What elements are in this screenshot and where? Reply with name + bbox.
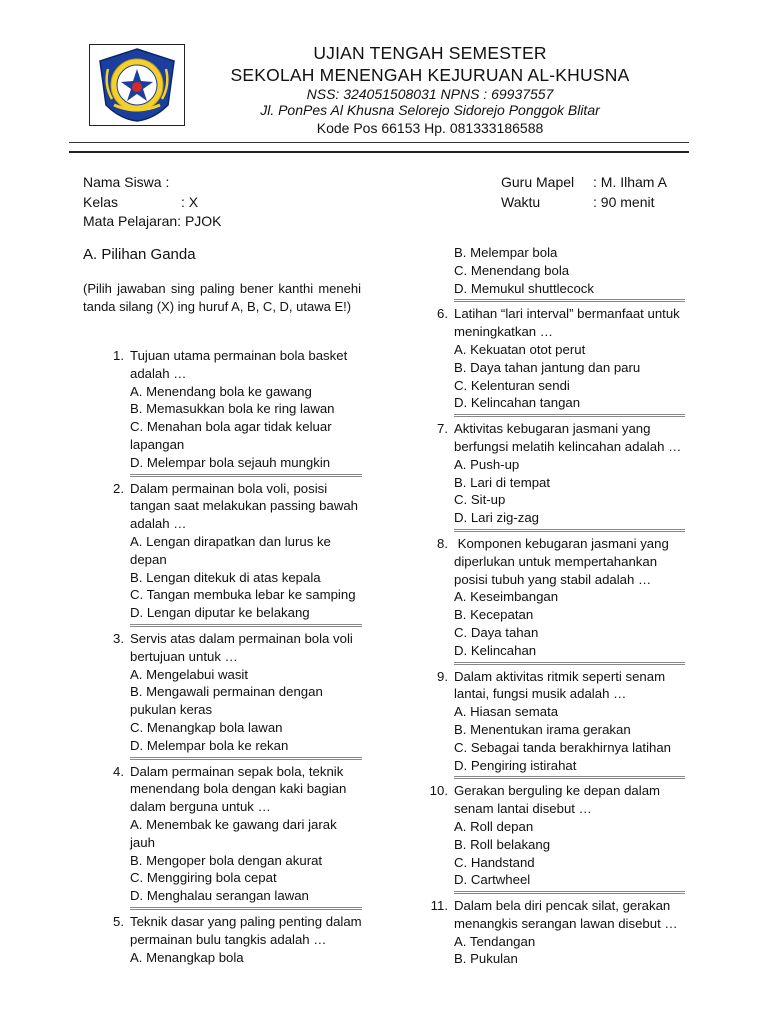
answer-option: D. Memukul shuttlecock <box>454 280 594 296</box>
info-nama-row <box>83 173 222 193</box>
question-text: Dalam permainan sepak bola, teknik menendang bola dengan kaki bagian dalam berguna untuk … <box>130 763 347 815</box>
answer-option: B. Lari di tempat <box>454 474 551 490</box>
answer-option: D. Kelincahan <box>454 642 537 658</box>
answer-option: B. Mengawali permainan dengan pukulan keras <box>130 684 323 718</box>
answer-option: A. Lengan dirapatkan dan lurus ke depan <box>130 533 331 567</box>
answer-option: C. Menggiring bola cepat <box>130 870 277 886</box>
question-number: 2. <box>113 480 124 496</box>
header-divider <box>69 142 689 143</box>
question-item <box>424 782 685 894</box>
question-separator <box>454 414 685 417</box>
school-address: Jl. PonPes Al Khusna Selorejo Sidorejo Ponggok Blitar <box>260 102 600 118</box>
question-item <box>100 347 362 477</box>
answer-option: D. Cartwheel <box>454 872 531 888</box>
answer-option: A. Mengelabui wasit <box>130 666 249 682</box>
question-item <box>100 913 362 966</box>
mapel-label: Mata Pelajaran: PJOK <box>83 213 222 229</box>
answer-option: A. Kekuatan otot perut <box>454 341 586 357</box>
answer-option: B. Daya tahan jantung dan paru <box>454 359 641 375</box>
answer-option: D. Kelincahan tangan <box>454 395 581 411</box>
questions-column-right <box>424 244 685 968</box>
answer-option: A. Menendang bola ke gawang <box>130 383 312 399</box>
question-separator <box>130 907 362 910</box>
question-separator <box>454 662 685 665</box>
question-text: Latihan “lari interval” bermanfaat untuk meningkatkan … <box>454 306 680 340</box>
guru-label: Guru Mapel <box>501 174 575 190</box>
answer-option: C. Handstand <box>454 854 535 870</box>
answer-option: D. Lari zig-zag <box>454 510 540 526</box>
question-number: 6. <box>437 306 448 322</box>
question-text: Komponen kebugaran jasmani yang diperlukan untuk mempertahankan posisi tubuh yang stabil adalah … <box>454 535 669 587</box>
answer-option: D. Melempar bola sejauh mungkin <box>130 454 331 470</box>
question-number: 1. <box>113 348 124 363</box>
answer-option: B. Mengoper bola dengan akurat <box>130 852 323 868</box>
info-waktu-row <box>501 193 667 213</box>
answer-option: D. Lengan diputar ke belakang <box>130 605 310 621</box>
info-guru-row <box>501 173 667 193</box>
section-title: A. Pilihan Ganda <box>83 246 196 263</box>
answer-option: D. Pengiring istirahat <box>454 757 577 773</box>
question-number: 3. <box>113 630 124 646</box>
question-text: Servis atas dalam permainan bola voli bertujuan untuk … <box>130 630 353 664</box>
question-item <box>100 763 362 910</box>
question-separator <box>130 474 362 477</box>
kelas-value: : X <box>181 193 199 210</box>
question-item <box>424 305 685 417</box>
answer-option: C. Tangan membuka lebar ke samping <box>130 587 356 603</box>
question-separator <box>130 757 362 760</box>
answer-option: D. Menghalau serangan lawan <box>130 888 309 904</box>
question-text: Dalam permainan bola voli, posisi tangan saat melakukan passing bawah adalah … <box>130 480 359 532</box>
waktu-label: Waktu <box>501 193 541 210</box>
answer-option: A. Push-up <box>454 456 520 472</box>
question-separator <box>454 891 685 894</box>
question-separator <box>454 529 685 532</box>
section-instruction: (Pilih jawaban sing paling bener kanthi menehi tanda silang (X) ing huruf A, B, C, D, utawa E!) <box>83 281 361 314</box>
question-number: 11. <box>430 898 448 914</box>
question-text: Teknik dasar yang paling penting dalam permainan bulu tangkis adalah … <box>130 913 362 947</box>
waktu-value: : 90 menit <box>593 193 655 210</box>
question-text: Dalam bela diri pencak silat, gerakan menangkis serangan lawan disebut … <box>454 898 678 931</box>
answer-option: A. Keseimbangan <box>454 589 559 605</box>
nama-label: Nama Siswa : <box>83 174 170 190</box>
questions-column-left <box>100 347 362 966</box>
answer-option: B. Pukulan <box>454 951 518 967</box>
question-text: Tujuan utama permainan bola basket adalah … <box>130 348 348 381</box>
student-info <box>83 173 222 232</box>
question-number: 10. <box>429 783 448 799</box>
question-number: 7. <box>437 421 448 437</box>
answer-option: A. Roll depan <box>454 818 534 834</box>
question-number: 4. <box>113 763 124 779</box>
question-number: 9. <box>437 668 448 684</box>
question-separator <box>130 624 362 627</box>
guru-value: : M. Ilham A <box>593 174 667 190</box>
info-kelas-row <box>83 193 222 213</box>
answer-option: B. Kecepatan <box>454 607 534 623</box>
document-header <box>0 0 768 160</box>
answer-option: A. Menangkap bola <box>130 949 244 965</box>
question-text: Aktivitas kebugaran jasmani yang berfungsi melatih kelincahan adalah … <box>454 421 682 454</box>
kelas-label: Kelas <box>83 193 119 210</box>
answer-option: C. Sit-up <box>454 492 506 508</box>
answer-option: B. Memasukkan bola ke ring lawan <box>130 401 335 417</box>
question-item <box>424 420 685 532</box>
answer-option: C. Sebagai tanda berakhirnya latihan <box>454 739 672 755</box>
answer-option: A. Hiasan semata <box>454 704 559 720</box>
question-number: 8. <box>437 535 448 551</box>
teacher-info <box>501 173 667 212</box>
question-number: 5. <box>113 913 124 929</box>
question-item <box>424 668 685 780</box>
school-name: SEKOLAH MENENGAH KEJURUAN AL-KHUSNA <box>230 65 630 85</box>
question-item <box>100 630 362 760</box>
school-logo <box>89 44 185 126</box>
school-nss: NSS: 324051508031 NPNS : 69937557 <box>306 86 554 102</box>
header-divider-thick <box>69 151 689 153</box>
answer-option: C. Menangkap bola lawan <box>130 719 283 735</box>
answer-option: C. Kelenturan sendi <box>454 377 570 393</box>
answer-option: A. Menembak ke gawang dari jarak jauh <box>130 816 337 850</box>
answer-option: B. Melempar bola <box>454 245 558 260</box>
question-item <box>424 535 685 665</box>
exam-title: UJIAN TENGAH SEMESTER <box>313 43 547 63</box>
answer-option: B. Menentukan irama gerakan <box>454 721 631 737</box>
question-text: Gerakan berguling ke depan dalam senam lantai disebut … <box>454 783 661 817</box>
answer-option: B. Lengan ditekuk di atas kepala <box>130 569 321 585</box>
question-text: Dalam aktivitas ritmik seperti senam lantai, fungsi musik adalah … <box>454 668 666 702</box>
question-separator <box>454 776 685 779</box>
answer-option: C. Daya tahan <box>454 624 539 640</box>
info-mapel-row <box>83 212 222 232</box>
answer-option: A. Tendangan <box>454 933 536 949</box>
school-postal: Kode Pos 66153 Hp. 081333186588 <box>316 120 544 136</box>
answer-option: D. Melempar bola ke rekan <box>130 737 289 753</box>
answer-option: B. Roll belakang <box>454 836 551 852</box>
question-separator <box>454 299 685 302</box>
question-item <box>100 480 362 627</box>
answer-option: C. Menahan bola agar tidak keluar lapangan <box>130 419 332 452</box>
question-continuation <box>424 244 685 302</box>
answer-option: C. Menendang bola <box>454 262 570 278</box>
school-emblem-icon <box>94 47 180 123</box>
question-item <box>424 897 685 968</box>
